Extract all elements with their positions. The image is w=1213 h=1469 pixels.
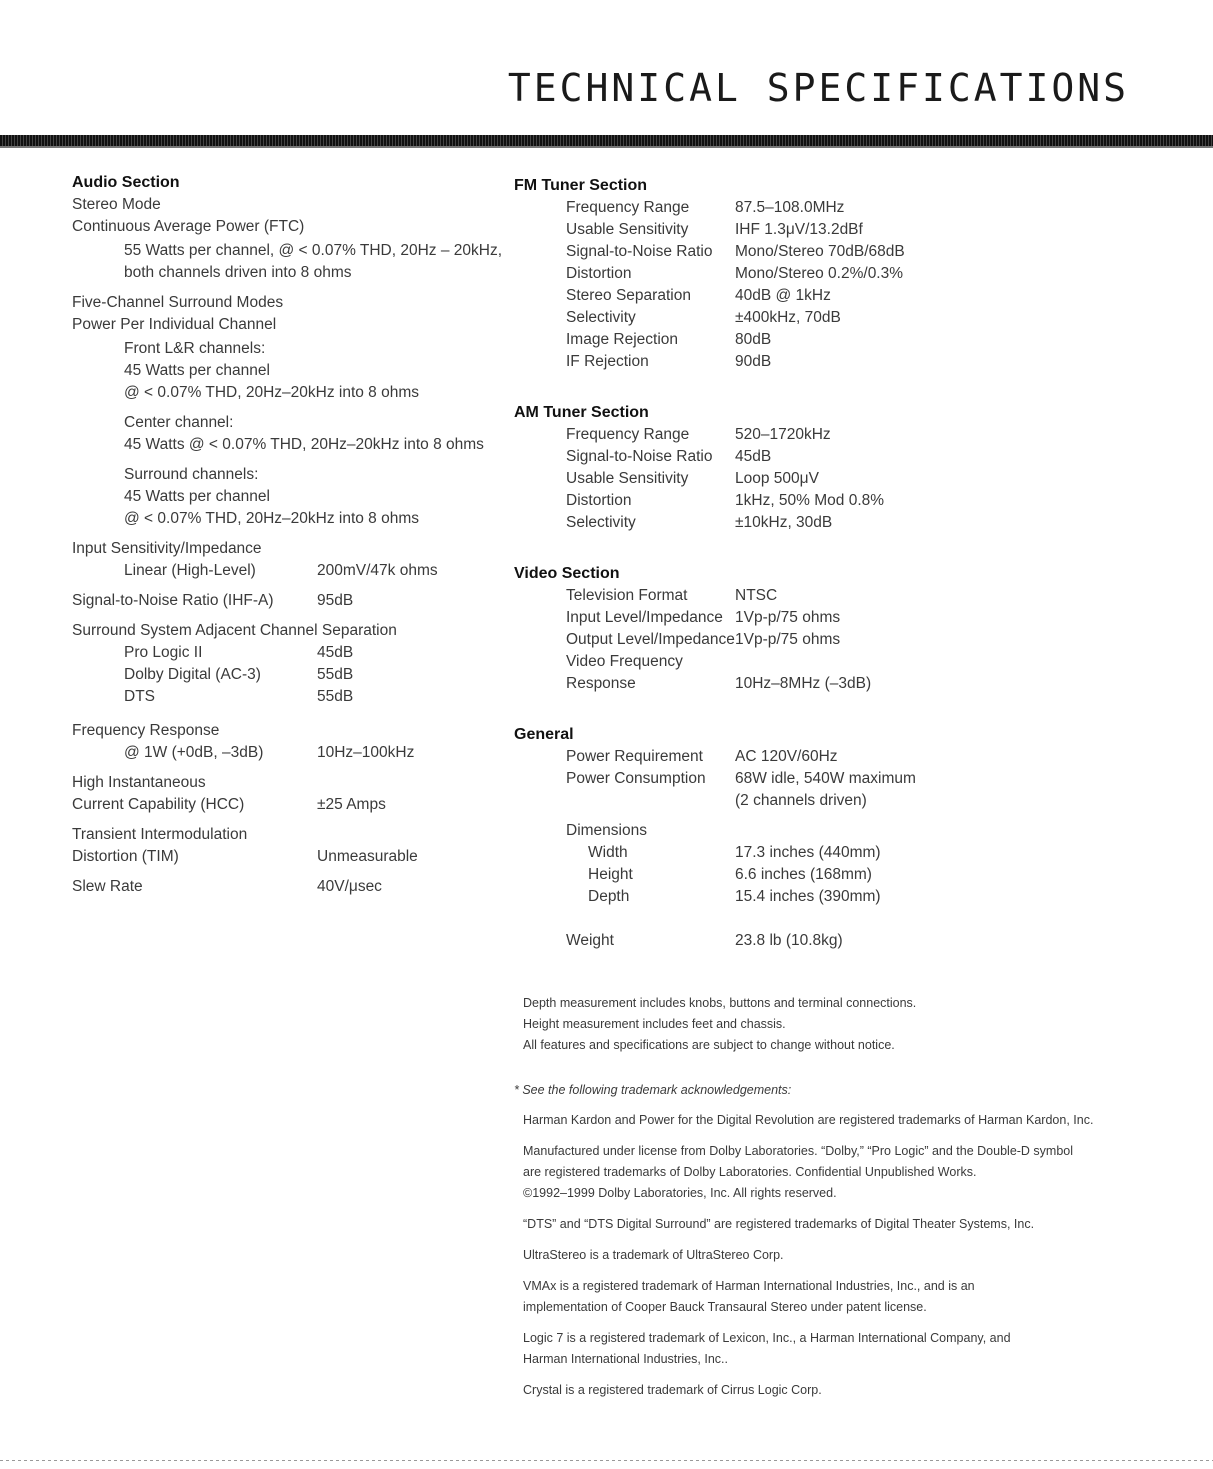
am-row-value: 45dB bbox=[735, 448, 772, 465]
spec-row bbox=[588, 864, 1174, 886]
trademark-dts: “DTS” and “DTS Digital Surround” are registered trademarks of Digital Theater Systems, Inc. bbox=[523, 1217, 1035, 1231]
tim-label-line2: Distortion (TIM) bbox=[72, 848, 179, 865]
separation-row-label: Pro Logic II bbox=[124, 644, 203, 661]
spec-row bbox=[566, 241, 1174, 263]
surround-channels-thd: @ < 0.07% THD, 20Hz–20kHz into 8 ohms bbox=[124, 510, 420, 527]
right-column bbox=[514, 175, 1174, 952]
spec-row bbox=[72, 590, 492, 612]
spec-row bbox=[566, 446, 1174, 468]
weight-value: 23.8 lb (10.8kg) bbox=[735, 932, 843, 949]
frequency-response-label: Frequency Response bbox=[72, 722, 220, 739]
spec-row bbox=[566, 285, 1174, 307]
power-consumption-note: (2 channels driven) bbox=[735, 792, 867, 809]
dimension-label: Width bbox=[588, 844, 628, 861]
am-section-heading: AM Tuner Section bbox=[514, 404, 649, 421]
spec-row bbox=[72, 742, 492, 764]
dimension-label: Depth bbox=[588, 888, 630, 905]
hcc-label-line2: Current Capability (HCC) bbox=[72, 796, 245, 813]
slew-rate-label: Slew Rate bbox=[72, 878, 143, 895]
spec-row bbox=[566, 930, 1174, 952]
trademark-ultrastereo: UltraStereo is a trademark of UltraStereo Corp. bbox=[523, 1248, 784, 1262]
weight-label: Weight bbox=[566, 932, 614, 949]
trademark-acknowledgements bbox=[514, 1080, 1194, 1411]
am-row-value: 1kHz, 50% Mod 0.8% bbox=[735, 492, 885, 509]
spec-row bbox=[72, 642, 492, 664]
spec-row bbox=[588, 842, 1174, 864]
fm-row-label: Frequency Range bbox=[566, 199, 690, 216]
separation-row-label: Dolby Digital (AC-3) bbox=[124, 666, 261, 683]
video-frequency-label-line2: Response bbox=[566, 675, 636, 692]
am-row-label: Selectivity bbox=[566, 514, 636, 531]
note-line: Height measurement includes feet and chassis. bbox=[523, 1017, 786, 1031]
audio-section-heading: Audio Section bbox=[72, 174, 180, 191]
fm-section-heading: FM Tuner Section bbox=[514, 177, 648, 194]
center-channel-watts: 45 Watts @ < 0.07% THD, 20Hz–20kHz into 8 ohms bbox=[124, 436, 484, 453]
separation-row-value: 45dB bbox=[317, 644, 354, 661]
slew-rate-value: 40V/μsec bbox=[317, 878, 382, 895]
header-rule bbox=[0, 135, 1213, 146]
video-row-value: 1Vp-p/75 ohms bbox=[735, 631, 841, 648]
frequency-response-value: 10Hz–100kHz bbox=[317, 744, 415, 761]
fm-row-label: Image Rejection bbox=[566, 331, 679, 348]
separation-row-value: 55dB bbox=[317, 666, 354, 683]
spec-row bbox=[72, 876, 492, 898]
fm-row-label: Stereo Separation bbox=[566, 287, 691, 304]
separation-label: Surround System Adjacent Channel Separation bbox=[72, 622, 397, 639]
spec-row bbox=[566, 607, 1174, 629]
continuous-power-line1: 55 Watts per channel, @ < 0.07% THD, 20Hz – 20kHz, bbox=[124, 242, 503, 259]
fm-row-label: Distortion bbox=[566, 265, 632, 282]
spec-row bbox=[72, 560, 492, 582]
video-row-value: NTSC bbox=[735, 587, 778, 604]
power-consumption-value: 68W idle, 540W maximum bbox=[735, 770, 916, 787]
stereo-mode-label: Stereo Mode bbox=[72, 196, 161, 213]
trademark-dolby-line: are registered trademarks of Dolby Laboratories. Confidential Unpublished Works. bbox=[523, 1165, 977, 1179]
power-per-channel-label: Power Per Individual Channel bbox=[72, 316, 277, 333]
fm-row-value: ±400kHz, 70dB bbox=[735, 309, 841, 326]
power-consumption-label: Power Consumption bbox=[566, 770, 706, 787]
fm-row-label: Selectivity bbox=[566, 309, 636, 326]
trademark-logic7-line: Harman International Industries, Inc.. bbox=[523, 1352, 728, 1366]
center-channel-label: Center channel: bbox=[124, 414, 234, 431]
page-title: TECHNICAL SPECIFICATIONS bbox=[507, 66, 1129, 110]
am-row-label: Signal-to-Noise Ratio bbox=[566, 448, 713, 465]
dimension-value: 17.3 inches (440mm) bbox=[735, 844, 881, 861]
surround-channels-label: Surround channels: bbox=[124, 466, 259, 483]
spec-row bbox=[566, 197, 1174, 219]
tim-value: Unmeasurable bbox=[317, 848, 418, 865]
trademark-dolby-line: ©1992–1999 Dolby Laboratories, Inc. All rights reserved. bbox=[523, 1186, 837, 1200]
spec-row bbox=[566, 790, 1174, 812]
trademark-harman: Harman Kardon and Power for the Digital Revolution are registered trademarks of Harman Kardon, Inc. bbox=[523, 1113, 1094, 1127]
front-channels-label: Front L&R channels: bbox=[124, 340, 266, 357]
trademark-vmax-line: implementation of Cooper Bauck Transaural Stereo under patent license. bbox=[523, 1300, 927, 1314]
spec-row bbox=[72, 664, 492, 686]
linear-value: 200mV/47k ohms bbox=[317, 562, 438, 579]
spec-row bbox=[566, 512, 1174, 534]
hcc-value: ±25 Amps bbox=[317, 796, 386, 813]
spec-row bbox=[566, 468, 1174, 490]
power-requirement-label: Power Requirement bbox=[566, 748, 703, 765]
fm-row-label: Signal-to-Noise Ratio bbox=[566, 243, 713, 260]
video-row-value: 1Vp-p/75 ohms bbox=[735, 609, 841, 626]
linear-label: Linear (High-Level) bbox=[124, 562, 256, 579]
trademark-intro: * See the following trademark acknowledgements: bbox=[514, 1083, 792, 1097]
frequency-response-condition: @ 1W (+0dB, –3dB) bbox=[124, 744, 264, 761]
spec-row bbox=[72, 794, 492, 816]
snr-label: Signal-to-Noise Ratio (IHF-A) bbox=[72, 592, 274, 609]
fm-row-value: 87.5–108.0MHz bbox=[735, 199, 845, 216]
left-column bbox=[72, 172, 503, 898]
note-line: All features and specifications are subject to change without notice. bbox=[523, 1038, 895, 1052]
am-row-value: 520–1720kHz bbox=[735, 426, 831, 443]
spec-row bbox=[566, 673, 1174, 695]
spec-row bbox=[566, 351, 1174, 373]
trademark-vmax-line: VMAx is a registered trademark of Harman International Industries, Inc., and is an bbox=[523, 1279, 975, 1293]
snr-value: 95dB bbox=[317, 592, 354, 609]
fm-row-value: IHF 1.3μV/13.2dBf bbox=[735, 221, 863, 238]
hcc-label-line1: High Instantaneous bbox=[72, 774, 206, 791]
five-channel-label: Five-Channel Surround Modes bbox=[72, 294, 284, 311]
separation-row-value: 55dB bbox=[317, 688, 354, 705]
video-row-label: Television Format bbox=[566, 587, 688, 604]
video-frequency-value: 10Hz–8MHz (–3dB) bbox=[735, 675, 872, 692]
spec-row bbox=[566, 424, 1174, 446]
video-row-label: Input Level/Impedance bbox=[566, 609, 723, 626]
spec-row bbox=[566, 307, 1174, 329]
am-row-value: Loop 500μV bbox=[735, 470, 819, 487]
spec-row bbox=[72, 686, 492, 708]
fm-row-value: Mono/Stereo 0.2%/0.3% bbox=[735, 265, 904, 282]
separation-row-label: DTS bbox=[124, 688, 155, 705]
spec-row bbox=[566, 329, 1174, 351]
spec-row bbox=[566, 629, 1174, 651]
video-row-label: Output Level/Impedance bbox=[566, 631, 735, 648]
fm-row-label: IF Rejection bbox=[566, 353, 649, 370]
fm-row-value: 90dB bbox=[735, 353, 772, 370]
spec-row bbox=[566, 219, 1174, 241]
am-row-label: Usable Sensitivity bbox=[566, 470, 689, 487]
fm-row-value: 80dB bbox=[735, 331, 772, 348]
dimension-value: 15.4 inches (390mm) bbox=[735, 888, 881, 905]
general-section-heading: General bbox=[514, 726, 574, 743]
trademark-dolby-line: Manufactured under license from Dolby Laboratories. “Dolby,” “Pro Logic” and the Double-D symbol bbox=[523, 1144, 1074, 1158]
video-frequency-label-line1: Video Frequency bbox=[566, 653, 683, 670]
power-requirement-value: AC 120V/60Hz bbox=[735, 748, 838, 765]
spec-row bbox=[566, 746, 1174, 768]
trademark-crystal: Crystal is a registered trademark of Cirrus Logic Corp. bbox=[523, 1383, 822, 1397]
spec-row bbox=[72, 846, 492, 868]
am-row-value: ±10kHz, 30dB bbox=[735, 514, 833, 531]
continuous-power-label: Continuous Average Power (FTC) bbox=[72, 218, 305, 235]
fm-row-label: Usable Sensitivity bbox=[566, 221, 689, 238]
dimension-label: Height bbox=[588, 866, 633, 883]
input-sensitivity-label: Input Sensitivity/Impedance bbox=[72, 540, 262, 557]
am-row-label: Distortion bbox=[566, 492, 632, 509]
spec-row bbox=[566, 585, 1174, 607]
note-line: Depth measurement includes knobs, buttons and terminal connections. bbox=[523, 996, 917, 1010]
spec-row bbox=[566, 263, 1174, 285]
spec-row bbox=[566, 768, 1174, 790]
spec-row bbox=[566, 490, 1174, 512]
front-channels-thd: @ < 0.07% THD, 20Hz–20kHz into 8 ohms bbox=[124, 384, 420, 401]
fm-row-value: Mono/Stereo 70dB/68dB bbox=[735, 243, 905, 260]
measurement-notes bbox=[523, 993, 1183, 1056]
surround-channels-watts: 45 Watts per channel bbox=[124, 488, 270, 505]
am-row-label: Frequency Range bbox=[566, 426, 690, 443]
continuous-power-line2: both channels driven into 8 ohms bbox=[124, 264, 352, 281]
fm-row-value: 40dB @ 1kHz bbox=[735, 287, 831, 304]
dimensions-label: Dimensions bbox=[566, 822, 647, 839]
dimension-value: 6.6 inches (168mm) bbox=[735, 866, 872, 883]
footer-rule bbox=[0, 1460, 1213, 1461]
front-channels-watts: 45 Watts per channel bbox=[124, 362, 270, 379]
video-section-heading: Video Section bbox=[514, 565, 620, 582]
spec-row bbox=[588, 886, 1174, 908]
tim-label-line1: Transient Intermodulation bbox=[72, 826, 248, 843]
trademark-logic7-line: Logic 7 is a registered trademark of Lexicon, Inc., a Harman International Company, and bbox=[523, 1331, 1011, 1345]
